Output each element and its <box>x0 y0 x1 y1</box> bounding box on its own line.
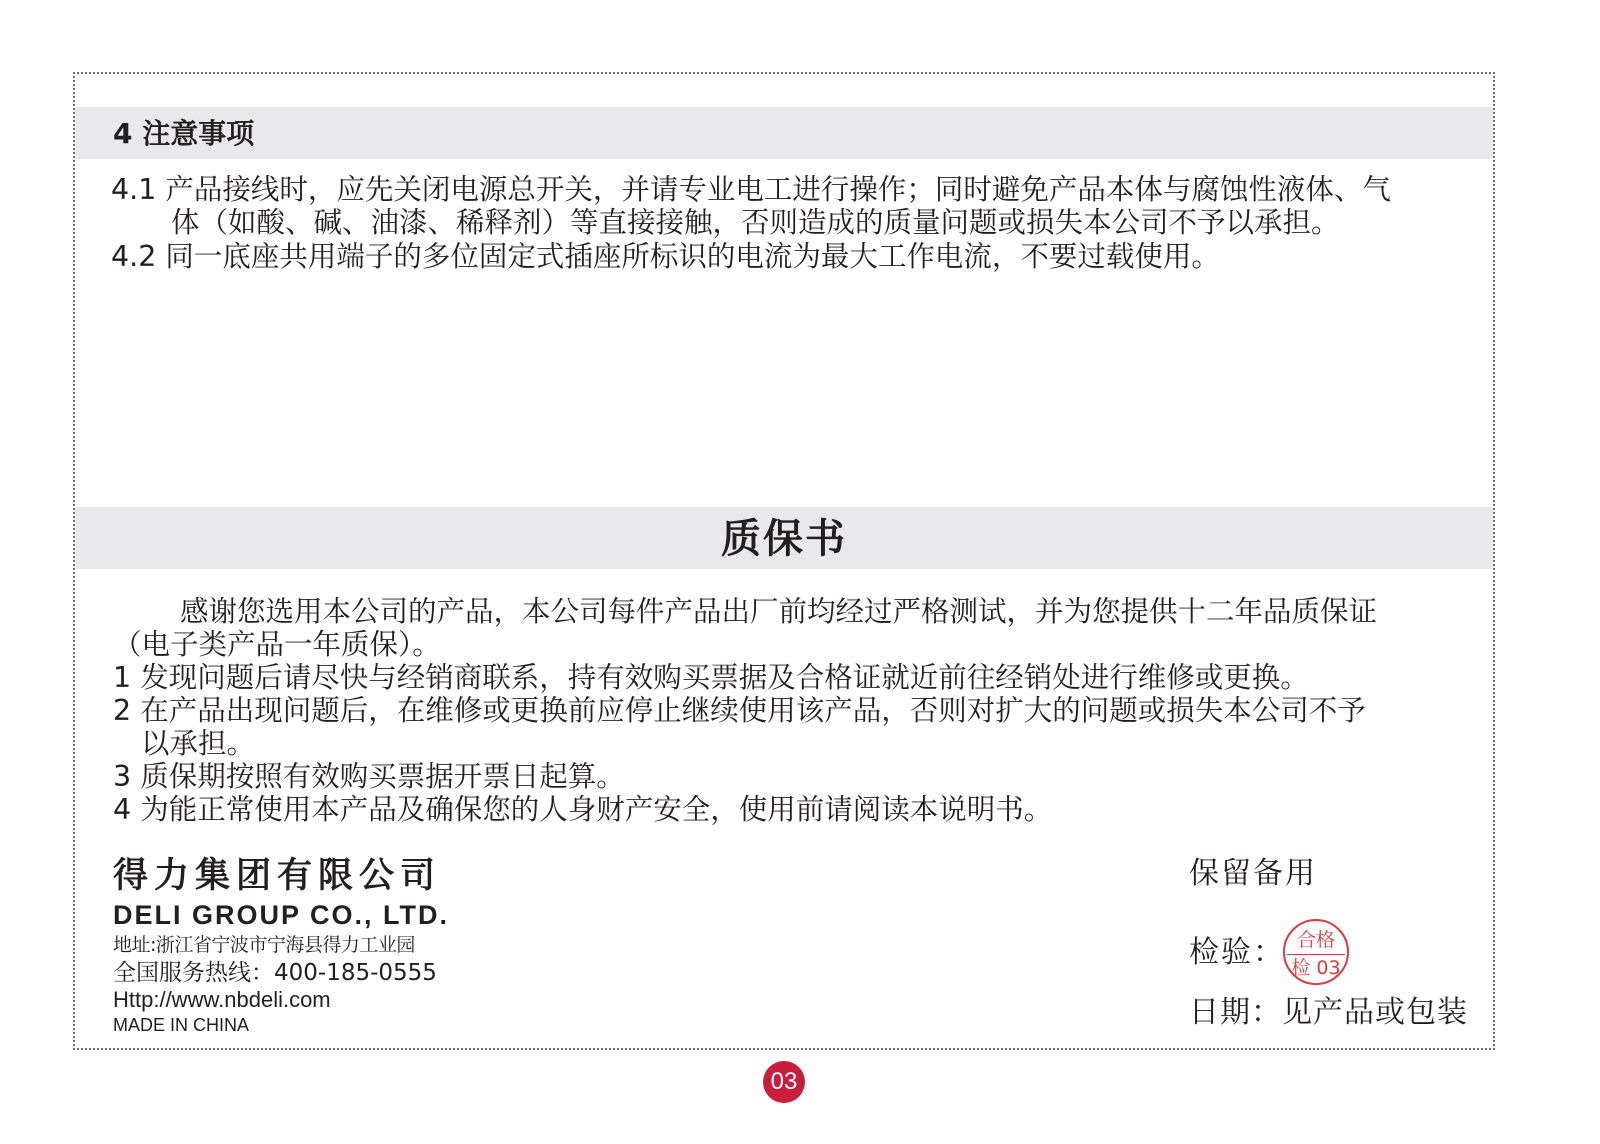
page-number-badge: 03 <box>763 1061 805 1103</box>
warranty-item-2-line-2: 以承担。 <box>141 727 256 760</box>
note-4-2: 4.2 同一底座共用端子的多位固定式插座所标识的电流为最大工作电流，不要过载使用。 <box>111 240 1220 273</box>
company-name-english: DELI GROUP CO., LTD. <box>113 900 450 930</box>
warranty-item-2-line-1: 2 在产品出现问题后，在维修或更换前应停止继续使用该产品，否则对扩大的问题或损失本公司不予 <box>113 694 1366 727</box>
note-4-1-line-1: 4.1 产品接线时，应先关闭电源总开关，并请专业电工进行操作；同时避免产品本体与腐蚀性液体、气 <box>111 173 1391 206</box>
manual-page <box>73 72 1495 1050</box>
stamp-divider <box>1287 954 1345 955</box>
qc-pass-stamp <box>1283 919 1349 985</box>
warranty-title: 质保书 <box>721 516 847 562</box>
warranty-item-1: 1 发现问题后请尽快与经销商联系，持有效购买票据及合格证就近前往经销处进行维修或更换。 <box>113 661 1309 694</box>
notes-header-band <box>75 107 1493 159</box>
note-4-1-line-2: 体（如酸、碱、油漆、稀释剂）等直接接触，否则造成的质量问题或损失本公司不予以承担。 <box>171 206 1340 239</box>
warranty-item-4: 4 为能正常使用本产品及确保您的人身财产安全，使用前请阅读本说明书。 <box>113 793 1053 826</box>
company-name-chinese: 得力集团有限公司 <box>113 856 442 896</box>
company-website: Http://www.nbdeli.com <box>113 987 331 1012</box>
company-address: 地址:浙江省宁波市宁海县得力工业园 <box>113 934 415 956</box>
reserve-label: 保留备用 <box>1189 856 1317 891</box>
warranty-item-3: 3 质保期按照有效购买票据开票日起算。 <box>113 760 625 793</box>
made-in-label: MADE IN CHINA <box>113 1015 250 1035</box>
inspection-label: 检验： <box>1189 935 1285 970</box>
stamp-pass-text: 合格 <box>1296 929 1335 951</box>
warranty-intro-line-1: 感谢您选用本公司的产品，本公司每件产品出厂前均经过严格测试，并为您提供十二年品质保证 <box>180 595 1378 628</box>
service-hotline: 全国服务热线：400-185-0555 <box>113 960 437 986</box>
notes-title: 4 注意事项 <box>113 117 255 150</box>
stamp-inspector-code: 检 03 <box>1291 957 1341 979</box>
warranty-intro-line-2: （电子类产品一年质保）。 <box>113 628 441 661</box>
date-label: 日期：见产品或包装 <box>1189 995 1468 1030</box>
